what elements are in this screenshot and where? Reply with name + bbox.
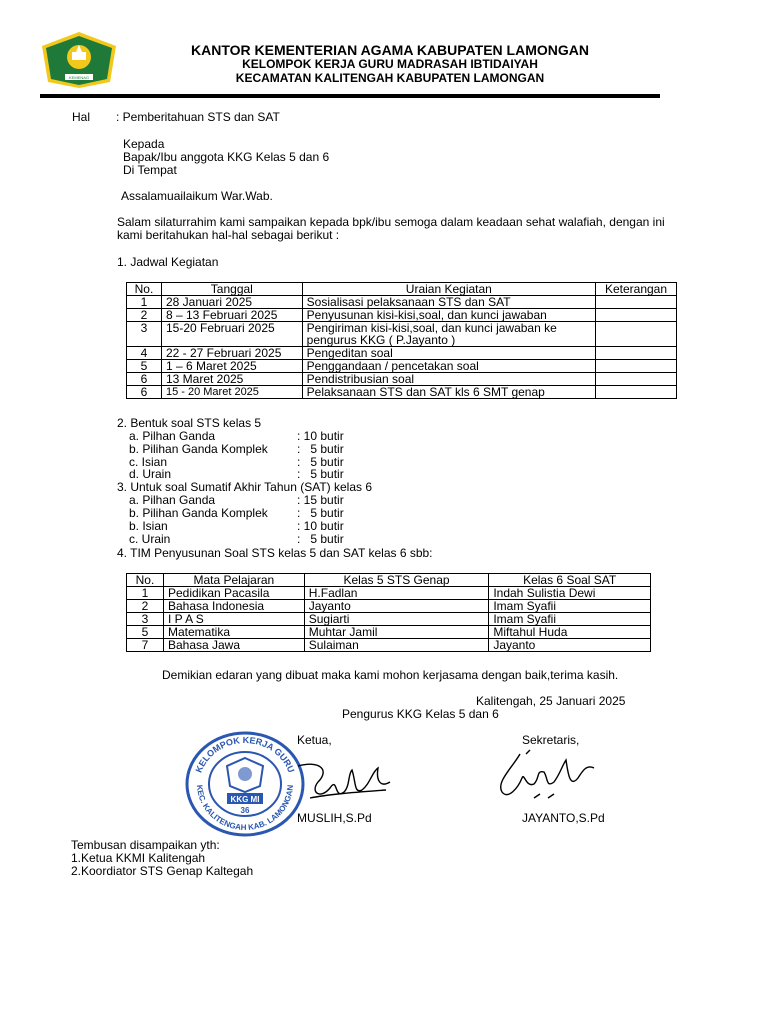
list-item-value: : 5 butir xyxy=(297,467,344,481)
header-title: KANTOR KEMENTERIAN AGAMA KABUPATEN LAMONGAN xyxy=(191,42,589,58)
row-class6: Imam Syafii xyxy=(489,600,651,613)
row-no: 6 xyxy=(127,373,162,386)
schedule-table xyxy=(126,282,677,399)
col-subject: Mata Pelajaran xyxy=(163,574,304,587)
ketua-name: MUSLIH,S.Pd xyxy=(297,811,372,825)
col-no: No. xyxy=(127,574,164,587)
row-no: 3 xyxy=(127,613,164,626)
header-rule xyxy=(40,94,660,98)
hal-label: Hal xyxy=(72,110,91,124)
team-table xyxy=(126,573,651,652)
col-note: Keterangan xyxy=(596,283,677,296)
row-subject: I P A S xyxy=(163,613,304,626)
row-class5: Sugiarti xyxy=(304,613,489,626)
col-date: Tanggal xyxy=(161,283,302,296)
list-item-label: c. Isian xyxy=(129,455,168,469)
row-class5: Muhtar Jamil xyxy=(304,626,489,639)
list-item-label: d. Urain xyxy=(129,467,172,481)
list-item-label: a. Pilhan Ganda xyxy=(129,493,216,507)
header-district: KECAMATAN KALITENGAH KABUPATEN LAMONGAN xyxy=(235,71,545,85)
section-3-title: 3. Untuk soal Sumatif Akhir Tahun (SAT) kelas 6 xyxy=(117,480,373,494)
row-class5: Sulaiman xyxy=(304,639,489,652)
table-row xyxy=(127,373,677,386)
section-4-title: 4. TIM Penyusunan Soal STS kelas 5 dan SAT kelas 6 sbb: xyxy=(117,546,433,560)
col-class5: Kelas 5 STS Genap xyxy=(304,574,489,587)
section-2-title: 2. Bentuk soal STS kelas 5 xyxy=(117,416,262,430)
row-date: 8 – 13 Februari 2025 xyxy=(161,309,302,322)
row-activity: Penggandaan / pencetakan soal xyxy=(302,360,595,373)
row-no: 4 xyxy=(127,347,162,360)
row-class6: Jayanto xyxy=(489,639,651,652)
row-note xyxy=(596,373,677,386)
row-note xyxy=(596,360,677,373)
kepada: Kepada xyxy=(123,137,165,151)
row-note xyxy=(596,347,677,360)
row-note xyxy=(596,296,677,309)
row-no: 6 xyxy=(127,386,162,399)
cc-item: 1.Ketua KKMI Kalitengah xyxy=(71,851,206,865)
header-subtitle: KELOMPOK KERJA GURU MADRASAH IBTIDAIYAH xyxy=(242,57,538,71)
row-no: 3 xyxy=(127,322,162,347)
row-class5: H.Fadlan xyxy=(304,587,489,600)
board-name: Pengurus KKG Kelas 5 dan 6 xyxy=(342,707,499,721)
list-item-label: b. Pilihan Ganda Komplek xyxy=(129,442,268,456)
ketua-label: Ketua, xyxy=(297,733,332,747)
row-note xyxy=(596,309,677,322)
row-activity: Pendistribusian soal xyxy=(302,373,595,386)
list-item-value: : 10 butir xyxy=(297,429,344,443)
table-row xyxy=(127,626,651,639)
list-item-label: b. Isian xyxy=(129,519,168,533)
sekretaris-label: Sekretaris, xyxy=(522,733,580,747)
row-no: 5 xyxy=(127,626,164,639)
row-activity: Sosialisasi pelaksanaan STS dan SAT xyxy=(302,296,595,309)
row-subject: Bahasa Indonesia xyxy=(163,600,304,613)
list-item-label: c. Urain xyxy=(129,532,171,546)
row-activity-line-2: pengurus KKG ( P.Jayanto ) xyxy=(306,333,456,347)
ketua-signature xyxy=(290,752,395,810)
stamp-top-text: KELOMPOK KERJA GURU xyxy=(193,734,297,775)
row-note xyxy=(596,386,677,399)
list-item-value: : 15 butir xyxy=(297,493,344,507)
row-activity: Pelaksanaan STS dan SAT kls 6 SMT genap xyxy=(302,386,595,399)
row-date: 15-20 Februari 2025 xyxy=(161,322,302,347)
row-note xyxy=(596,322,677,347)
table-row xyxy=(127,296,677,309)
row-date: 13 Maret 2025 xyxy=(161,373,302,386)
row-no: 2 xyxy=(127,309,162,322)
col-activity: Uraian Kegiatan xyxy=(302,283,595,296)
row-no: 1 xyxy=(127,296,162,309)
stamp-center-2: 36 xyxy=(240,806,250,815)
di-tempat: Di Tempat xyxy=(123,163,177,177)
stamp-center-1: KKG MI xyxy=(230,795,260,804)
table-header-row xyxy=(127,574,651,587)
place-date: Kalitengah, 25 Januari 2025 xyxy=(476,694,626,708)
closing-text: Demikian edaran yang dibuat maka kami mohon kerjasama dengan baik,terima kasih. xyxy=(162,668,619,682)
col-class6: Kelas 6 Soal SAT xyxy=(489,574,651,587)
list-item-value: : 5 butir xyxy=(297,442,344,456)
intro-line-2: kami beritahukan hal-hal sebagai berikut : xyxy=(117,228,340,242)
hal-value: : Pemberitahuan STS dan SAT xyxy=(116,110,280,124)
table-row xyxy=(127,386,677,399)
row-activity-line-1: Pengiriman kisi-kisi,soal, dan kunci jawaban ke xyxy=(306,321,557,335)
table-row xyxy=(127,600,651,613)
table-row xyxy=(127,639,651,652)
stamp-bottom-text: KEC. KALITENGAH KAB. LAMONGAN xyxy=(194,784,296,833)
kemenag-logo xyxy=(38,30,120,90)
section-1-title: 1. Jadwal Kegiatan xyxy=(117,255,219,269)
cc-item: 2.Koordiator STS Genap Kaltegah xyxy=(71,864,254,878)
row-subject: Pedidikan Pacasila xyxy=(163,587,304,600)
list-item-value: : 5 butir xyxy=(297,455,344,469)
table-header-row xyxy=(127,283,677,296)
row-no: 5 xyxy=(127,360,162,373)
sekretaris-signature xyxy=(490,748,605,806)
row-subject: Bahasa Jawa xyxy=(163,639,304,652)
row-date: 15 - 20 Maret 2025 xyxy=(161,386,302,399)
row-activity: Pengeditan soal xyxy=(302,347,595,360)
row-class6: Imam Syafii xyxy=(489,613,651,626)
table-row xyxy=(127,360,677,373)
logo-text: KEMENAG xyxy=(68,75,90,80)
row-class6: Indah Sulistia Dewi xyxy=(489,587,651,600)
col-no: No. xyxy=(127,283,162,296)
table-row xyxy=(127,587,651,600)
row-activity xyxy=(302,322,595,347)
organization-stamp xyxy=(183,730,307,838)
greeting: Assalamuailaikum War.Wab. xyxy=(121,189,273,203)
intro-line-1: Salam silaturrahim kami sampaikan kepada bpk/ibu semoga dalam keadaan sehat walafiah, dengan ini xyxy=(117,215,665,229)
row-subject: Matematika xyxy=(163,626,304,639)
row-no: 2 xyxy=(127,600,164,613)
table-row xyxy=(127,322,677,347)
list-item-label: b. Pilihan Ganda Komplek xyxy=(129,506,268,520)
row-no: 1 xyxy=(127,587,164,600)
table-row xyxy=(127,347,677,360)
row-activity: Penyusunan kisi-kisi,soal, dan kunci jawaban xyxy=(302,309,595,322)
list-item-value: : 10 butir xyxy=(297,519,344,533)
row-class6: Miftahul Huda xyxy=(489,626,651,639)
sekretaris-name: JAYANTO,S.Pd xyxy=(522,811,605,825)
row-date: 28 Januari 2025 xyxy=(161,296,302,309)
table-row xyxy=(127,309,677,322)
row-class5: Jayanto xyxy=(304,600,489,613)
list-item-value: : 5 butir xyxy=(297,506,344,520)
list-item-label: a. Pilhan Ganda xyxy=(129,429,216,443)
row-no: 7 xyxy=(127,639,164,652)
table-row xyxy=(127,613,651,626)
row-date: 1 – 6 Maret 2025 xyxy=(161,360,302,373)
cc-title: Tembusan disampaikan yth: xyxy=(71,838,220,852)
list-item-value: : 5 butir xyxy=(297,532,344,546)
row-date: 22 - 27 Februari 2025 xyxy=(161,347,302,360)
recipient: Bapak/Ibu anggota KKG Kelas 5 dan 6 xyxy=(123,150,330,164)
